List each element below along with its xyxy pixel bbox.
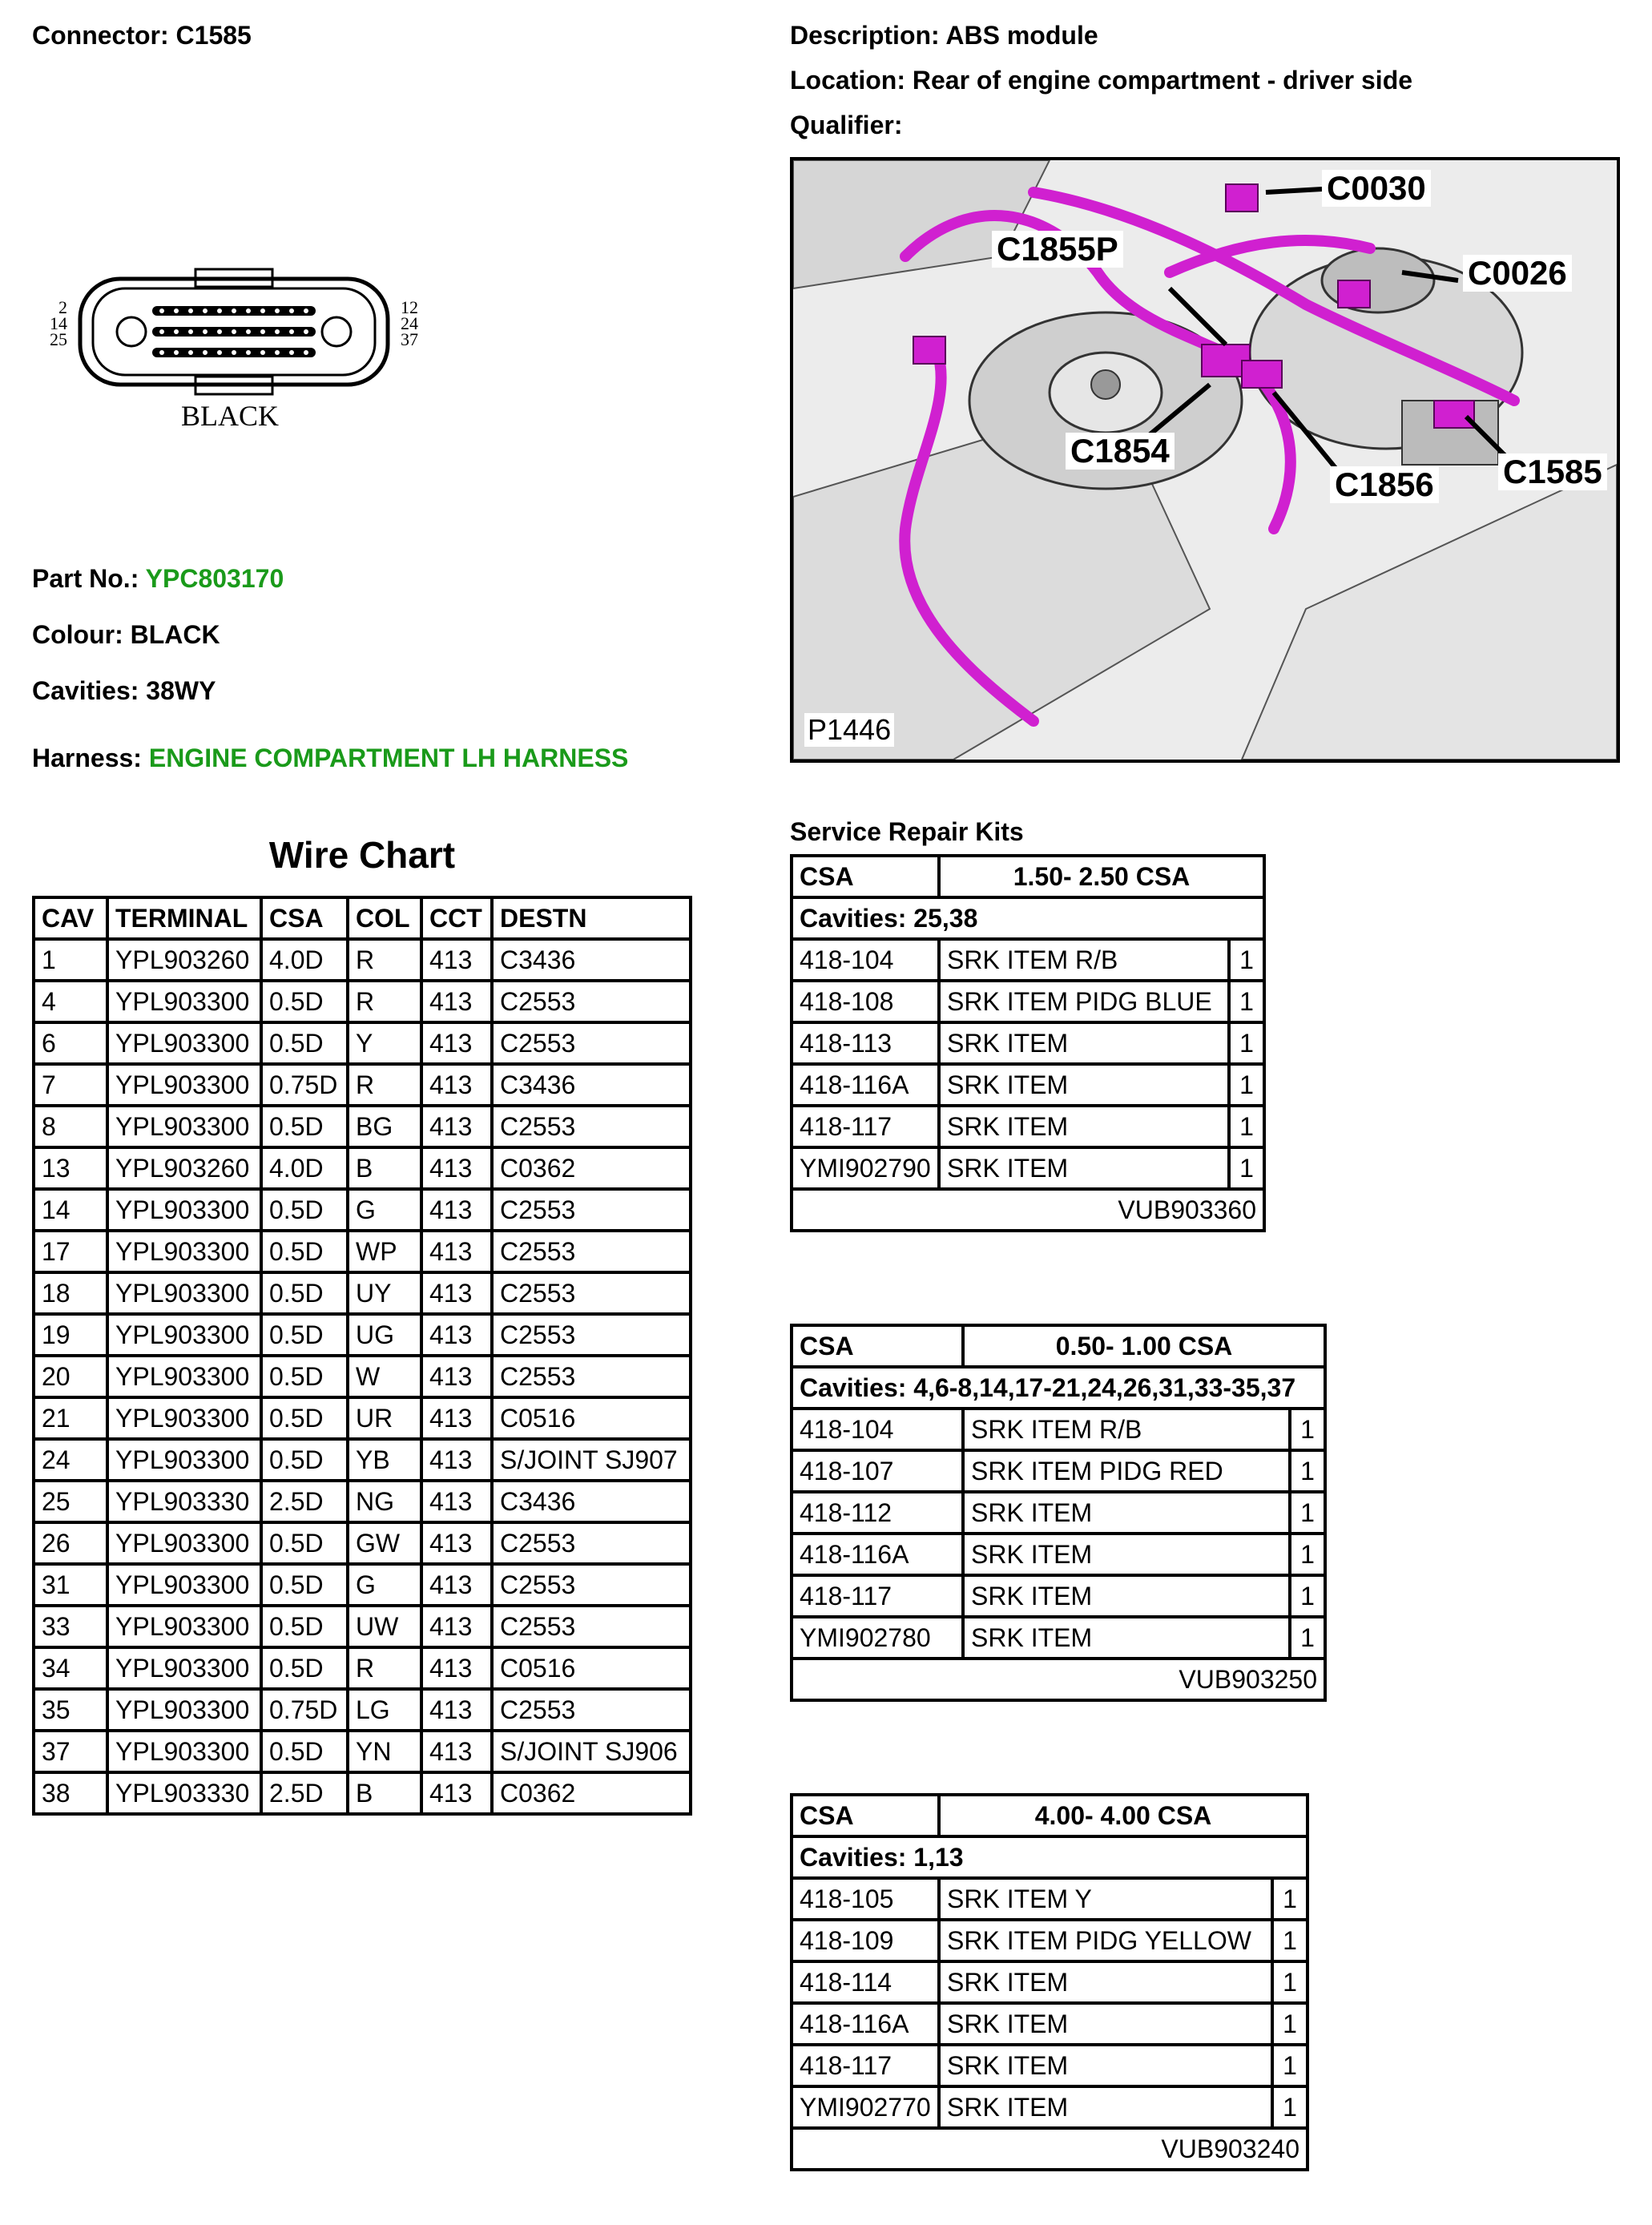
header-col: COL: [348, 897, 421, 939]
cell-terminal: YPL903300: [107, 1606, 261, 1647]
pin-number: 37: [401, 329, 418, 349]
pin-number: 12: [401, 297, 418, 317]
kit-item-qty: 1: [1290, 1492, 1325, 1534]
cavities-value: 38WY: [146, 676, 216, 705]
location-label: Location:: [790, 66, 905, 95]
cell-csa: 0.5D: [261, 1564, 348, 1606]
cell-cct: 413: [421, 1064, 492, 1106]
part-number-line: [32, 564, 284, 594]
table-row: [34, 1314, 691, 1356]
kit-part-number: 418-116A: [792, 1534, 963, 1575]
cell-csa: 0.5D: [261, 1647, 348, 1689]
photo-ref: P1446: [804, 713, 894, 747]
table-row: [792, 1492, 1325, 1534]
cell-csa: 4.0D: [261, 1147, 348, 1189]
kit-number: VUB903360: [792, 1189, 1264, 1231]
cell-destn: C0362: [492, 1147, 691, 1189]
kit-cavities-row: [792, 1367, 1325, 1409]
cell-col: B: [348, 1772, 421, 1814]
kit-item-description: SRK ITEM: [939, 1147, 1229, 1189]
cell-cav: 25: [34, 1481, 107, 1522]
table-row: [34, 1147, 691, 1189]
table-row: [34, 981, 691, 1022]
cell-cct: 413: [421, 1564, 492, 1606]
part-value: YPC803170: [145, 564, 284, 593]
wire-chart-title: Wire Chart: [268, 834, 456, 876]
connector-diagram: [40, 264, 441, 441]
kit-csa-range: 4.00- 4.00 CSA: [939, 1795, 1307, 1836]
cell-destn: C2553: [492, 1606, 691, 1647]
cell-csa: 0.5D: [261, 1231, 348, 1272]
cell-destn: S/JOINT SJ906: [492, 1731, 691, 1772]
table-row: [792, 981, 1264, 1022]
kit-number: VUB903250: [792, 1659, 1325, 1700]
cell-terminal: YPL903300: [107, 1689, 261, 1731]
cell-cct: 413: [421, 1022, 492, 1064]
table-row: [792, 2003, 1307, 2045]
table-row: [792, 2086, 1307, 2128]
cell-col: UR: [348, 1397, 421, 1439]
kit-cavities-row: [792, 1836, 1307, 1878]
cell-col: UW: [348, 1606, 421, 1647]
cell-cct: 413: [421, 1397, 492, 1439]
cell-terminal: YPL903300: [107, 1731, 261, 1772]
cell-col: R: [348, 981, 421, 1022]
cell-cav: 24: [34, 1439, 107, 1481]
cell-terminal: YPL903300: [107, 1356, 261, 1397]
cell-cav: 38: [34, 1772, 107, 1814]
callout-c1585: C1585: [1498, 453, 1607, 490]
table-row: [34, 1564, 691, 1606]
kit-part-number: 418-112: [792, 1492, 963, 1534]
cell-cct: 413: [421, 1522, 492, 1564]
kit-part-number: 418-105: [792, 1878, 939, 1920]
cell-csa: 2.5D: [261, 1481, 348, 1522]
cell-destn: S/JOINT SJ907: [492, 1439, 691, 1481]
table-row: [34, 1022, 691, 1064]
kit-item-description: SRK ITEM: [939, 2086, 1272, 2128]
cell-csa: 0.5D: [261, 1606, 348, 1647]
table-row: [792, 1617, 1325, 1659]
cell-cav: 14: [34, 1189, 107, 1231]
kit-item-qty: 1: [1272, 1961, 1307, 2003]
table-row: [34, 1356, 691, 1397]
kit-part-number: YMI902780: [792, 1617, 963, 1659]
kit-part-number: 418-104: [792, 1409, 963, 1450]
cell-terminal: YPL903300: [107, 1522, 261, 1564]
cell-terminal: YPL903300: [107, 1231, 261, 1272]
cell-col: UG: [348, 1314, 421, 1356]
cell-terminal: YPL903300: [107, 1064, 261, 1106]
table-row: [34, 1064, 691, 1106]
table-row: [792, 1920, 1307, 1961]
cell-destn: C2553: [492, 1314, 691, 1356]
engine-bay-illustration-icon: [793, 160, 1617, 760]
cell-cav: 37: [34, 1731, 107, 1772]
kit-item-qty: 1: [1290, 1450, 1325, 1492]
cell-col: R: [348, 939, 421, 981]
kit-header-row: [792, 1325, 1325, 1367]
kit-part-number: 418-108: [792, 981, 939, 1022]
cell-terminal: YPL903330: [107, 1772, 261, 1814]
connector-label: Connector:: [32, 21, 169, 50]
kit-item-qty: 1: [1229, 1147, 1264, 1189]
cell-cct: 413: [421, 1356, 492, 1397]
cell-terminal: YPL903260: [107, 939, 261, 981]
cavities-label: Cavities:: [32, 676, 139, 705]
callout-c1856: C1856: [1330, 466, 1439, 503]
cell-destn: C2553: [492, 1564, 691, 1606]
cell-col: UY: [348, 1272, 421, 1314]
cell-cct: 413: [421, 1647, 492, 1689]
cell-cav: 31: [34, 1564, 107, 1606]
kit-csa-range: 0.50- 1.00 CSA: [963, 1325, 1325, 1367]
table-row: [792, 2045, 1307, 2086]
part-label: Part No.:: [32, 564, 139, 593]
repair-kits-title: Service Repair Kits: [790, 817, 1024, 846]
kit-item-description: SRK ITEM: [939, 1961, 1272, 2003]
cell-cct: 413: [421, 1481, 492, 1522]
kit-item-description: SRK ITEM: [963, 1617, 1290, 1659]
repair-kit-table: [790, 1324, 1327, 1702]
cell-destn: C2553: [492, 1272, 691, 1314]
cell-csa: 0.5D: [261, 1022, 348, 1064]
kit-item-qty: 1: [1272, 2003, 1307, 2045]
repair-kit-table: [790, 854, 1266, 1232]
cell-destn: C2553: [492, 1356, 691, 1397]
cell-col: Y: [348, 1022, 421, 1064]
table-row: [34, 1522, 691, 1564]
kit-item-qty: 1: [1229, 1106, 1264, 1147]
kit-item-qty: 1: [1272, 1878, 1307, 1920]
location-photo: [790, 157, 1620, 763]
kit-item-qty: 1: [1229, 1064, 1264, 1106]
callout-c1854: C1854: [1066, 433, 1175, 470]
description-line: [790, 21, 1098, 50]
cell-cct: 413: [421, 1106, 492, 1147]
cell-cav: 8: [34, 1106, 107, 1147]
connector-colour-caption: BLACK: [181, 400, 280, 432]
cell-col: YB: [348, 1439, 421, 1481]
cell-destn: C2553: [492, 981, 691, 1022]
cell-col: R: [348, 1064, 421, 1106]
cell-csa: 0.5D: [261, 981, 348, 1022]
kit-header-row: [792, 1795, 1307, 1836]
kit-item-description: SRK ITEM R/B: [939, 939, 1229, 981]
cell-destn: C2553: [492, 1022, 691, 1064]
cell-cct: 413: [421, 1272, 492, 1314]
cell-terminal: YPL903300: [107, 981, 261, 1022]
wire-chart-header-row: [34, 897, 691, 939]
cell-cav: 21: [34, 1397, 107, 1439]
pin-number: 25: [50, 329, 67, 349]
qualifier-label: Qualifier:: [790, 111, 903, 139]
table-row: [792, 1409, 1325, 1450]
wire-chart-table: [32, 896, 692, 1816]
cell-cav: 13: [34, 1147, 107, 1189]
callout-c1855p: C1855P: [992, 231, 1123, 268]
cell-col: GW: [348, 1522, 421, 1564]
kit-item-qty: 1: [1272, 2086, 1307, 2128]
cell-csa: 2.5D: [261, 1772, 348, 1814]
kit-item-qty: 1: [1229, 1022, 1264, 1064]
kit-item-description: SRK ITEM PIDG BLUE: [939, 981, 1229, 1022]
table-row: [34, 1272, 691, 1314]
header-terminal: TERMINAL: [107, 897, 261, 939]
colour-value: BLACK: [130, 620, 220, 649]
kit-header-row: [792, 856, 1264, 897]
cell-destn: C2553: [492, 1231, 691, 1272]
kit-item-description: SRK ITEM PIDG RED: [963, 1450, 1290, 1492]
harness-value: ENGINE COMPARTMENT LH HARNESS: [148, 744, 629, 772]
table-row: [792, 1878, 1307, 1920]
cell-col: G: [348, 1564, 421, 1606]
cell-destn: C0516: [492, 1647, 691, 1689]
cell-destn: C2553: [492, 1106, 691, 1147]
kit-item-qty: 1: [1290, 1409, 1325, 1450]
cell-cav: 26: [34, 1522, 107, 1564]
cell-col: YN: [348, 1731, 421, 1772]
connector-face-icon: [75, 264, 393, 399]
kit-csa-label: CSA: [792, 1795, 939, 1836]
cell-csa: 4.0D: [261, 939, 348, 981]
cell-col: BG: [348, 1106, 421, 1147]
cell-cav: 7: [34, 1064, 107, 1106]
table-row: [34, 1772, 691, 1814]
cell-col: B: [348, 1147, 421, 1189]
cell-cav: 17: [34, 1231, 107, 1272]
cell-col: W: [348, 1356, 421, 1397]
cell-cct: 413: [421, 1606, 492, 1647]
cell-cav: 19: [34, 1314, 107, 1356]
table-row: [792, 1534, 1325, 1575]
kit-part-number: 418-113: [792, 1022, 939, 1064]
kit-part-number: YMI902790: [792, 1147, 939, 1189]
cell-csa: 0.75D: [261, 1689, 348, 1731]
cell-csa: 0.5D: [261, 1356, 348, 1397]
kit-item-description: SRK ITEM: [939, 1064, 1229, 1106]
cell-cav: 18: [34, 1272, 107, 1314]
cell-cct: 413: [421, 1689, 492, 1731]
cell-terminal: YPL903300: [107, 1272, 261, 1314]
kit-part-number: 418-117: [792, 1575, 963, 1617]
header-cct: CCT: [421, 897, 492, 939]
kit-csa-label: CSA: [792, 856, 939, 897]
kit-part-number: 418-116A: [792, 2003, 939, 2045]
kit-cavities: Cavities: 4,6-8,14,17-21,24,26,31,33-35,37: [792, 1367, 1325, 1409]
cell-csa: 0.5D: [261, 1439, 348, 1481]
cell-cct: 413: [421, 1231, 492, 1272]
cell-cct: 413: [421, 1147, 492, 1189]
cell-cct: 413: [421, 1772, 492, 1814]
pin-number: 2: [58, 297, 67, 317]
cell-terminal: YPL903300: [107, 1439, 261, 1481]
cell-cct: 413: [421, 939, 492, 981]
table-row: [792, 1064, 1264, 1106]
cell-destn: C2553: [492, 1689, 691, 1731]
kit-part-number: YMI902770: [792, 2086, 939, 2128]
cell-terminal: YPL903300: [107, 1022, 261, 1064]
cell-terminal: YPL903330: [107, 1481, 261, 1522]
kit-item-qty: 1: [1229, 981, 1264, 1022]
cell-csa: 0.5D: [261, 1189, 348, 1231]
description-value: ABS module: [945, 21, 1098, 50]
kit-item-description: SRK ITEM: [963, 1575, 1290, 1617]
cell-destn: C3436: [492, 939, 691, 981]
table-row: [792, 939, 1264, 981]
kit-item-qty: 1: [1290, 1534, 1325, 1575]
cell-col: WP: [348, 1231, 421, 1272]
table-row: [34, 939, 691, 981]
kit-item-description: SRK ITEM: [939, 1022, 1229, 1064]
harness-label: Harness:: [32, 744, 142, 772]
table-row: [34, 1481, 691, 1522]
table-row: [792, 1450, 1325, 1492]
kit-item-qty: 1: [1272, 2045, 1307, 2086]
cell-col: LG: [348, 1689, 421, 1731]
cell-cav: 20: [34, 1356, 107, 1397]
cell-csa: 0.5D: [261, 1731, 348, 1772]
cell-terminal: YPL903300: [107, 1397, 261, 1439]
table-row: [34, 1189, 691, 1231]
kit-footer-row: [792, 1659, 1325, 1700]
kit-item-description: SRK ITEM Y: [939, 1878, 1272, 1920]
kit-item-description: SRK ITEM: [939, 2045, 1272, 2086]
kit-item-description: SRK ITEM PIDG YELLOW: [939, 1920, 1272, 1961]
table-row: [34, 1647, 691, 1689]
cell-csa: 0.75D: [261, 1064, 348, 1106]
table-row: [792, 1106, 1264, 1147]
cell-terminal: YPL903300: [107, 1314, 261, 1356]
kit-item-qty: 1: [1272, 1920, 1307, 1961]
kit-item-description: SRK ITEM: [939, 2003, 1272, 2045]
table-row: [34, 1731, 691, 1772]
cell-destn: C3436: [492, 1481, 691, 1522]
cell-cct: 413: [421, 1731, 492, 1772]
table-row: [34, 1689, 691, 1731]
location-line: [790, 66, 1412, 95]
cell-cav: 35: [34, 1689, 107, 1731]
cell-csa: 0.5D: [261, 1522, 348, 1564]
kit-part-number: 418-109: [792, 1920, 939, 1961]
cell-cav: 4: [34, 981, 107, 1022]
table-row: [792, 1575, 1325, 1617]
header-cav: CAV: [34, 897, 107, 939]
kit-part-number: 418-117: [792, 1106, 939, 1147]
right-pin-numbers: [401, 297, 418, 349]
kit-item-qty: 1: [1290, 1617, 1325, 1659]
description-label: Description:: [790, 21, 940, 50]
cell-terminal: YPL903300: [107, 1189, 261, 1231]
kit-part-number: 418-114: [792, 1961, 939, 2003]
kit-csa-range: 1.50- 2.50 CSA: [939, 856, 1264, 897]
kit-cavities: Cavities: 25,38: [792, 897, 1264, 939]
kit-part-number: 418-117: [792, 2045, 939, 2086]
kit-csa-label: CSA: [792, 1325, 963, 1367]
kit-item-description: SRK ITEM: [963, 1534, 1290, 1575]
table-row: [34, 1397, 691, 1439]
cell-csa: 0.5D: [261, 1272, 348, 1314]
cell-terminal: YPL903260: [107, 1147, 261, 1189]
cell-cct: 413: [421, 1439, 492, 1481]
cell-destn: C3436: [492, 1064, 691, 1106]
cell-csa: 0.5D: [261, 1397, 348, 1439]
kit-footer-row: [792, 2128, 1307, 2170]
kit-part-number: 418-116A: [792, 1064, 939, 1106]
kit-item-description: SRK ITEM: [939, 1106, 1229, 1147]
kit-cavities-row: [792, 897, 1264, 939]
callout-c0026: C0026: [1463, 255, 1572, 292]
kit-item-qty: 1: [1290, 1575, 1325, 1617]
table-row: [34, 1231, 691, 1272]
cell-terminal: YPL903300: [107, 1647, 261, 1689]
colour-label: Colour:: [32, 620, 123, 649]
cell-cct: 413: [421, 1189, 492, 1231]
kit-part-number: 418-104: [792, 939, 939, 981]
table-row: [34, 1606, 691, 1647]
kit-cavities: Cavities: 1,13: [792, 1836, 1307, 1878]
cell-csa: 0.5D: [261, 1106, 348, 1147]
cell-terminal: YPL903300: [107, 1564, 261, 1606]
kit-item-description: SRK ITEM: [963, 1492, 1290, 1534]
cell-cav: 34: [34, 1647, 107, 1689]
cavities-line: [32, 676, 216, 706]
kit-part-number: 418-107: [792, 1450, 963, 1492]
location-value: Rear of engine compartment - driver side: [912, 66, 1413, 95]
cell-col: G: [348, 1189, 421, 1231]
cell-cct: 413: [421, 981, 492, 1022]
cell-col: NG: [348, 1481, 421, 1522]
pin-number: 24: [401, 313, 418, 333]
callout-c0030: C0030: [1322, 170, 1431, 207]
kit-item-qty: 1: [1229, 939, 1264, 981]
cell-csa: 0.5D: [261, 1314, 348, 1356]
cell-destn: C2553: [492, 1522, 691, 1564]
table-row: [792, 1147, 1264, 1189]
left-pin-numbers: [40, 297, 67, 349]
connector-value: C1585: [175, 21, 252, 50]
harness-line: [32, 744, 628, 773]
connector-line: [32, 21, 252, 50]
kit-footer-row: [792, 1189, 1264, 1231]
kit-number: VUB903240: [792, 2128, 1307, 2170]
header-destn: DESTN: [492, 897, 691, 939]
cell-cct: 413: [421, 1314, 492, 1356]
header-csa: CSA: [261, 897, 348, 939]
repair-kit-table: [790, 1793, 1309, 2171]
table-row: [792, 1961, 1307, 2003]
cell-col: R: [348, 1647, 421, 1689]
cell-cav: 33: [34, 1606, 107, 1647]
cell-cav: 1: [34, 939, 107, 981]
table-row: [34, 1439, 691, 1481]
pin-number: 14: [50, 313, 67, 333]
colour-line: [32, 620, 220, 650]
table-row: [792, 1022, 1264, 1064]
table-row: [34, 1106, 691, 1147]
cell-destn: C0516: [492, 1397, 691, 1439]
cell-cav: 6: [34, 1022, 107, 1064]
cell-destn: C0362: [492, 1772, 691, 1814]
kit-item-description: SRK ITEM R/B: [963, 1409, 1290, 1450]
cell-terminal: YPL903300: [107, 1106, 261, 1147]
cell-destn: C2553: [492, 1189, 691, 1231]
